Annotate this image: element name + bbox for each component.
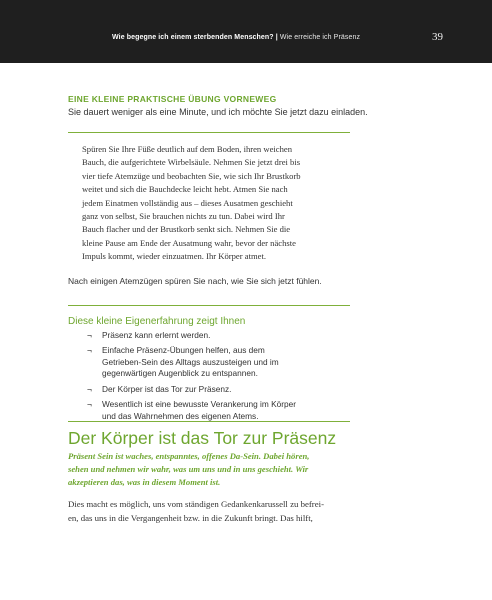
running-header-text <box>112 34 360 41</box>
experience-heading: Diese kleine Eigenerfahrung zeigt Ihnen <box>68 316 246 327</box>
list-item-line: Der Körper ist das Tor zur Präsenz. <box>102 384 232 395</box>
exercise-line: Bauch, die aufgerichtete Wirbelsäule. Nehmen Sie jetzt drei bis <box>82 157 301 168</box>
divider-middle <box>68 305 350 306</box>
section-title: Der Körper ist das Tor zur Präsenz <box>68 428 337 448</box>
list-item-line: und das Wahrnehmen des eigenen Atems. <box>102 410 259 421</box>
bullet-marker: ¬ <box>87 398 92 409</box>
list-item <box>87 330 347 342</box>
exercise-line: Impuls kommt, wieder einzuatmen. Ihr Körper atmet. <box>82 251 266 262</box>
header-section-title: Wie erreiche ich Präsenz <box>279 34 361 41</box>
exercise-line: Bauch flacher und der Brustkorb senkt sich. Nehmen Sie die <box>82 224 291 235</box>
divider-section <box>68 421 350 422</box>
exercise-line: vier tiefe Atemzüge und beobachten Sie, wie sich Ihr Brustkorb <box>82 170 301 181</box>
exercise-after-text: Nach einigen Atemzügen spüren Sie nach, wie Sie sich jetzt fühlen. <box>68 276 322 286</box>
body-line: en, das uns in die Vergangenheit bzw. in die Zukunft bringt. Das hilft, <box>68 513 313 524</box>
bullet-marker: ¬ <box>87 344 92 355</box>
exercise-text <box>82 143 350 264</box>
subtitle-line: akzeptieren das, was in diesem Moment ist. <box>68 477 221 487</box>
page-number: 39 <box>432 31 443 43</box>
list-item-line: Einfache Präsenz-Übungen helfen, aus dem <box>102 344 265 355</box>
exercise-line: kleine Pause am Ende der Ausatmung wahr, bevor der nächste <box>82 237 296 248</box>
list-item-line: Wesentlich ist eine bewusste Verankerung im Körper <box>102 398 297 409</box>
section-body <box>68 497 358 526</box>
list-item <box>87 384 347 396</box>
subtitle-line: Präsent Sein ist waches, entspanntes, offenes Da-Sein. Dabei hören, <box>68 451 310 461</box>
exercise-line: jedem Einatmen vollständig aus – dieses Ausatmen geschieht <box>82 197 293 208</box>
header-chapter-title: Wie begegne ich einem sterbenden Menschen? <box>112 34 274 41</box>
body-line: Dies macht es möglich, uns vom ständigen Gedankenkarussell zu befrei- <box>68 499 325 509</box>
divider-top <box>68 132 350 133</box>
list-item <box>87 399 347 423</box>
exercise-line: weitet und sich die Bauchdecke leicht hebt. Atmen Sie nach <box>82 184 288 195</box>
exercise-line: Spüren Sie Ihre Füße deutlich auf dem Boden, ihren weichen <box>82 144 293 154</box>
exercise-heading: EINE KLEINE PRAKTISCHE ÜBUNG VORNEWEG <box>68 94 277 104</box>
bullet-marker: ¬ <box>87 384 92 395</box>
header-separator: | <box>273 34 280 41</box>
list-item-line: gegenwärtigen Augenblick zu entspannen. <box>102 368 258 379</box>
experience-list <box>87 330 347 426</box>
list-item <box>87 345 347 380</box>
bullet-marker: ¬ <box>87 330 92 340</box>
section-subtitle <box>68 450 358 489</box>
list-item-line: Getrieben-Sein des Alltags auszusteigen und im <box>102 356 279 367</box>
running-header <box>0 0 492 63</box>
exercise-lead: Sie dauert weniger als eine Minute, und ich möchte Sie jetzt dazu einladen. <box>68 107 368 117</box>
list-item-line: Präsenz kann erlernt werden. <box>102 330 211 340</box>
subtitle-line: sehen und nehmen wir wahr, was um uns und in uns geschieht. Wir <box>68 464 309 474</box>
exercise-line: ganz von selbst, Sie brauchen nichts zu tun. Dabei wird Ihr <box>82 211 285 222</box>
